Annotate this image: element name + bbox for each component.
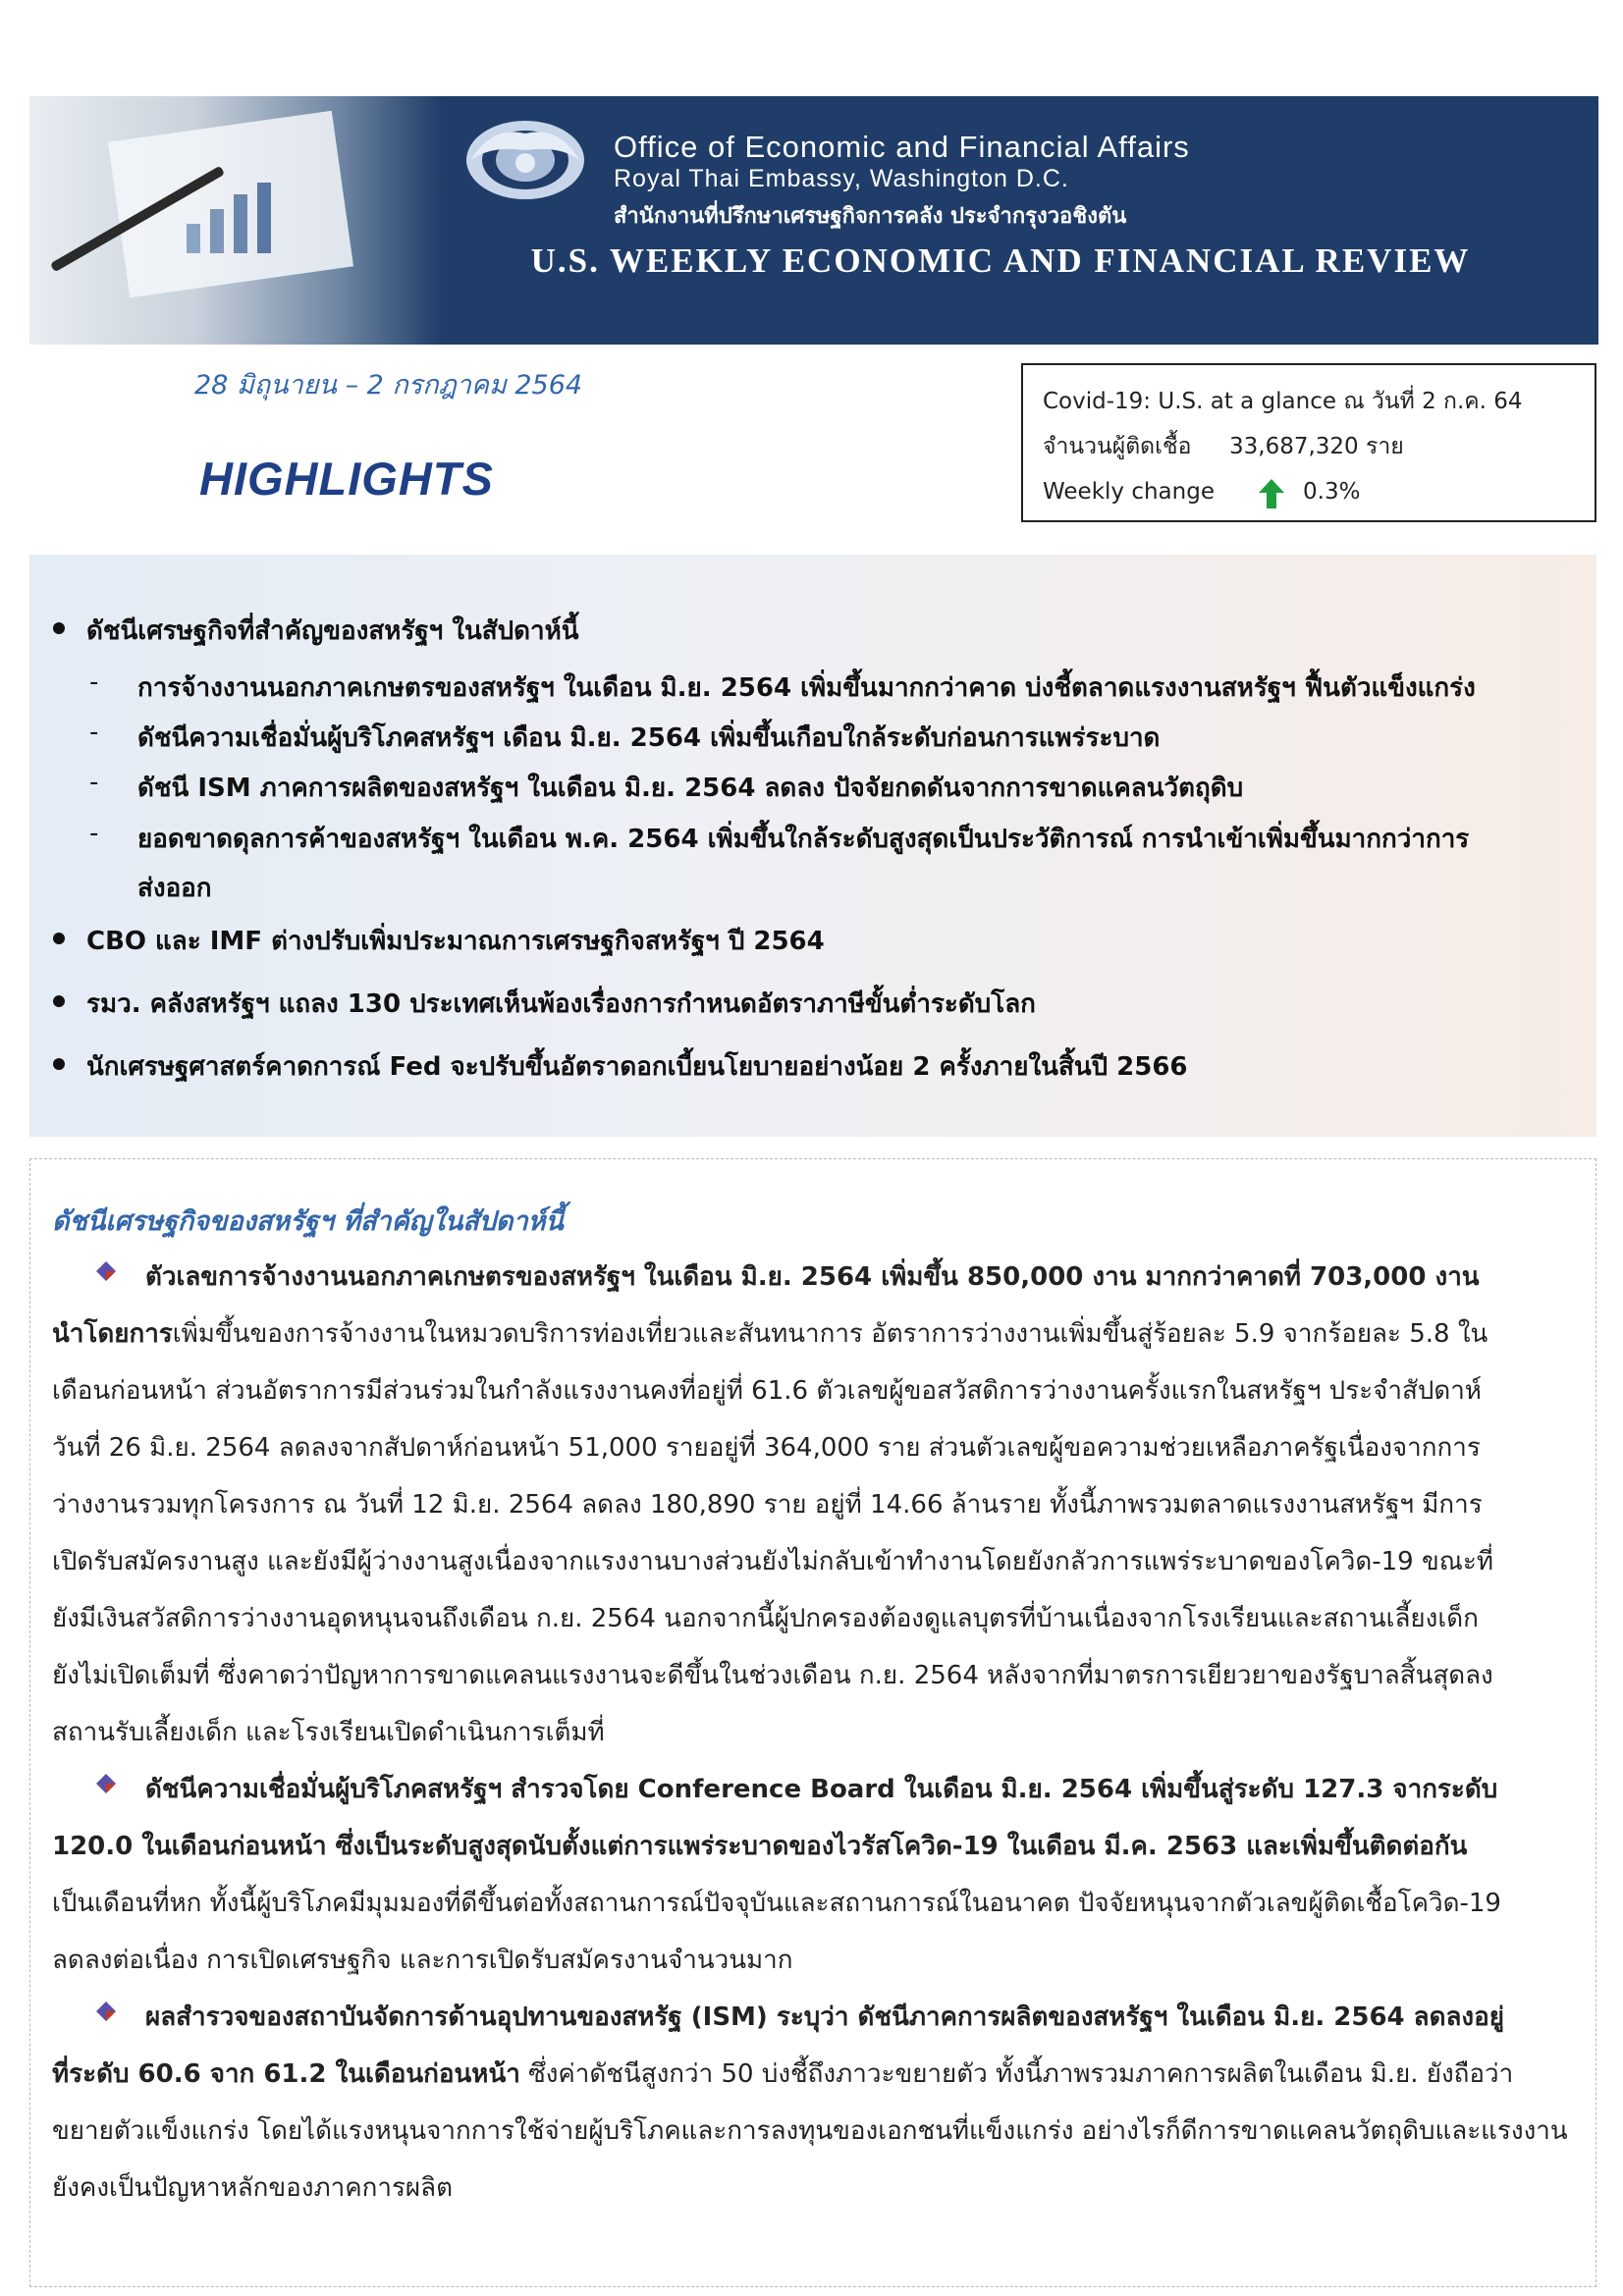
bullet-icon xyxy=(53,622,65,634)
paragraph-line: ดัชนีความเชื่อมั่นผู้บริโภคสหรัฐฯ สำรวจโดย Conference Board ในเดือน มิ.ย. 2564 เพิ่มขึ้นสู่ระดับ 127.3 จากระดับ xyxy=(145,1775,1498,1804)
paragraph-line xyxy=(52,1313,1488,1354)
paragraph-line: ขยายตัวแข็งแกร่ง โดยได้แรงหนุนจากการใช้จ่ายผู้บริโภคและการลงทุนของเอกชนที่แข็งแกร่ง อย่างไรก็ดีการขาดแคลนวัตถุดิบและแรงงาน xyxy=(52,2116,1568,2146)
paragraph-line xyxy=(52,2054,1513,2094)
dash-icon: - xyxy=(89,718,99,747)
highlight-subitem-continued: ส่งออก xyxy=(137,874,212,903)
highlight-subitem: ดัชนีความเชื่อมั่นผู้บริโภคสหรัฐฯ เดือน มิ.ย. 2564 เพิ่มขึ้นเกือบใกล้ระดับก่อนการแพร่ระบาด xyxy=(137,723,1161,753)
covid-cases-label: จำนวนผู้ติดเชื้อ xyxy=(1043,434,1192,459)
covid-change-row xyxy=(1043,469,1575,514)
diamond-bullet-icon xyxy=(94,1772,118,1795)
highlight-subitem: ยอดขาดดุลการค้าของสหรัฐฯ ในเดือน พ.ค. 2564 เพิ่มขึ้นใกล้ระดับสูงสุดเป็นประวัติการณ์ การนำเข้าเพิ่มขึ้นมากกว่าการ xyxy=(137,825,1470,854)
paragraph-line: ลดลงต่อเนื่อง การเปิดเศรษฐกิจ และการเปิดรับสมัครงานจำนวนมาก xyxy=(52,1946,793,1975)
paragraph-bold: นำโดยการ xyxy=(52,1319,173,1349)
covid-change-label: Weekly change xyxy=(1043,479,1215,505)
covid-cases-row xyxy=(1043,424,1575,469)
paragraph-line: ผลสำรวจของสถาบันจัดการด้านอุปทานของสหรัฐ (ISM) ระบุว่า ดัชนีภาคการผลิตของสหรัฐฯ ในเดือน มิ.ย. 2564 ลดลงอยู่ xyxy=(145,2002,1504,2032)
office-name-thai: สำนักงานที่ปรึกษาเศรษฐกิจการคลัง ประจำกรุงวอชิงตัน xyxy=(614,204,1127,229)
bullet-icon xyxy=(53,1058,65,1070)
paragraph-line: เดือนก่อนหน้า ส่วนอัตราการมีส่วนร่วมในกำลังแรงงานคงที่อยู่ที่ 61.6 ตัวเลขผู้ขอสวัสดิการว่างงานครั้งแรกในสหรัฐฯ ประจำสัปดาห์ xyxy=(52,1376,1482,1406)
paragraph-line: เป็นเดือนที่หก ทั้งนี้ผู้บริโภคมีมุมมองที่ดีขึ้นต่อทั้งสถานการณ์ปัจจุบันและสถานการณ์ในอนาคต ปัจจัยหนุนจากตัวเลขผู้ติดเชื้อโควิด-19 xyxy=(52,1889,1501,1918)
paragraph-line: ยังคงเป็นปัญหาหลักของภาคการผลิต xyxy=(52,2173,453,2203)
paragraph-line: สถานรับเลี้ยงเด็ก และโรงเรียนเปิดดำเนินการเต็มที่ xyxy=(52,1718,605,1747)
highlight-subitem: ดัชนี ISM ภาคการผลิตของสหรัฐฯ ในเดือน มิ.ย. 2564 ลดลง ปัจจัยกดดันจากการขาดแคลนวัตถุดิบ xyxy=(137,774,1244,803)
paragraph-line: ตัวเลขการจ้างงานนอกภาคเกษตรของสหรัฐฯ ในเดือน มิ.ย. 2564 เพิ่มขึ้น 850,000 งาน มากกว่าคาดที่ 703,000 งาน xyxy=(145,1262,1480,1292)
arrow-up-icon xyxy=(1259,479,1284,508)
diamond-bullet-icon xyxy=(94,2000,118,2023)
bullet-icon xyxy=(53,995,65,1007)
paragraph-text: เพิ่มขึ้นของการจ้างงานในหมวดบริการท่องเที่ยวและสันทนาการ อัตราการว่างงานเพิ่มขึ้นสู่ร้อยละ 5.9 จากร้อยละ 5.8 ใน xyxy=(172,1319,1488,1349)
highlight-item: รมว. คลังสหรัฐฯ แถลง 130 ประเทศเห็นพ้องเรื่องการกำหนดอัตราภาษีขั้นต่ำระดับโลก xyxy=(86,989,1036,1019)
highlight-item: ดัชนีเศรษฐกิจที่สำคัญของสหรัฐฯ ในสัปดาห์นี้ xyxy=(86,616,579,646)
paragraph-line: ว่างงานรวมทุกโครงการ ณ วันที่ 12 มิ.ย. 2564 ลดลง 180,890 ราย อยู่ที่ 14.66 ล้านราย ทั้งนี้ภาพรวมตลาดแรงงานสหรัฐฯ มีการ xyxy=(52,1490,1483,1520)
covid-change-value: 0.3% xyxy=(1303,479,1361,505)
highlights-heading: HIGHLIGHTS xyxy=(199,453,494,505)
dash-icon: - xyxy=(89,667,99,697)
paragraph-bold: ที่ระดับ 60.6 จาก 61.2 ในเดือนก่อนหน้า xyxy=(52,2059,520,2089)
paragraph-line: 120.0 ในเดือนก่อนหน้า ซึ่งเป็นระดับสูงสุดนับตั้งแต่การแพร่ระบาดของไวรัสโควิด-19 ในเดือน มี.ค. 2563 และเพิ่มขึ้นติดต่อกัน xyxy=(52,1832,1468,1861)
date-range: 28 มิถุนายน – 2 กรกฎาคม 2564 xyxy=(194,370,583,400)
banner-photo xyxy=(29,96,442,345)
paragraph-text: ซึ่งค่าดัชนีสูงกว่า 50 บ่งชี้ถึงภาวะขยายตัว ทั้งนี้ภาพรวมภาคการผลิตในเดือน มิ.ย. ยังถือว่า xyxy=(519,2059,1514,2089)
covid-summary-box xyxy=(1021,363,1596,522)
bullet-icon xyxy=(53,933,65,944)
diamond-bullet-icon xyxy=(94,1259,118,1283)
covid-cases-value: 33,687,320 ราย xyxy=(1229,434,1404,459)
paragraph-line: ยังไม่เปิดเต็มที่ ซึ่งคาดว่าปัญหาการขาดแคลนแรงงานจะดีขึ้นในช่วงเดือน ก.ย. 2564 หลังจากที่มาตรการเยียวยาของรัฐบาลสิ้นสุดลง xyxy=(52,1661,1493,1690)
office-name: Office of Economic and Financial Affairs xyxy=(614,130,1190,164)
header-banner xyxy=(29,96,1598,345)
highlight-item: CBO และ IMF ต่างปรับเพิ่มประมาณการเศรษฐกิจสหรัฐฯ ปี 2564 xyxy=(86,927,825,956)
dash-icon: - xyxy=(89,768,99,797)
highlight-item: นักเศรษฐศาสตร์คาดการณ์ Fed จะปรับขึ้นอัตราดอกเบี้ยนโยบายอย่างน้อย 2 ครั้งภายในสิ้นปี 2566 xyxy=(86,1052,1188,1082)
garuda-emblem-icon xyxy=(461,116,589,204)
section-title: ดัชนีเศรษฐกิจของสหรัฐฯ ที่สำคัญในสัปดาห์นี้ xyxy=(52,1206,564,1237)
review-title: U.S. WEEKLY ECONOMIC AND FINANCIAL REVIEW xyxy=(530,241,1471,280)
paragraph-line: ยังมีเงินสวัสดิการว่างงานอุดหนุนจนถึงเดือน ก.ย. 2564 นอกจากนี้ผู้ปกครองต้องดูแลบุตรที่บ้านเนื่องจากโรงเรียนและสถานเลี้ยงเด็ก xyxy=(52,1604,1479,1633)
highlight-subitem: การจ้างงานนอกภาคเกษตรของสหรัฐฯ ในเดือน มิ.ย. 2564 เพิ่มขึ้นมากกว่าคาด บ่งชี้ตลาดแรงงานสหรัฐฯ ฟื้นตัวแข็งแกร่ง xyxy=(137,673,1476,703)
covid-title: Covid-19: U.S. at a glance ณ วันที่ 2 ก.ค. 64 xyxy=(1043,389,1523,414)
paragraph-line: วันที่ 26 มิ.ย. 2564 ลดลงจากสัปดาห์ก่อนหน้า 51,000 รายอยู่ที่ 364,000 ราย ส่วนตัวเลขผู้ขอความช่วยเหลือภาครัฐเนื่องจากการ xyxy=(52,1433,1481,1463)
embassy-name: Royal Thai Embassy, Washington D.C. xyxy=(614,165,1069,192)
paragraph-line: เปิดรับสมัครงานสูง และยังมีผู้ว่างงานสูงเนื่องจากแรงงานบางส่วนยังไม่กลับเข้าทำงานโดยยังกลัวการแพร่ระบาดของโควิด-19 ขณะที่ xyxy=(52,1547,1493,1576)
dash-icon: - xyxy=(89,819,99,848)
